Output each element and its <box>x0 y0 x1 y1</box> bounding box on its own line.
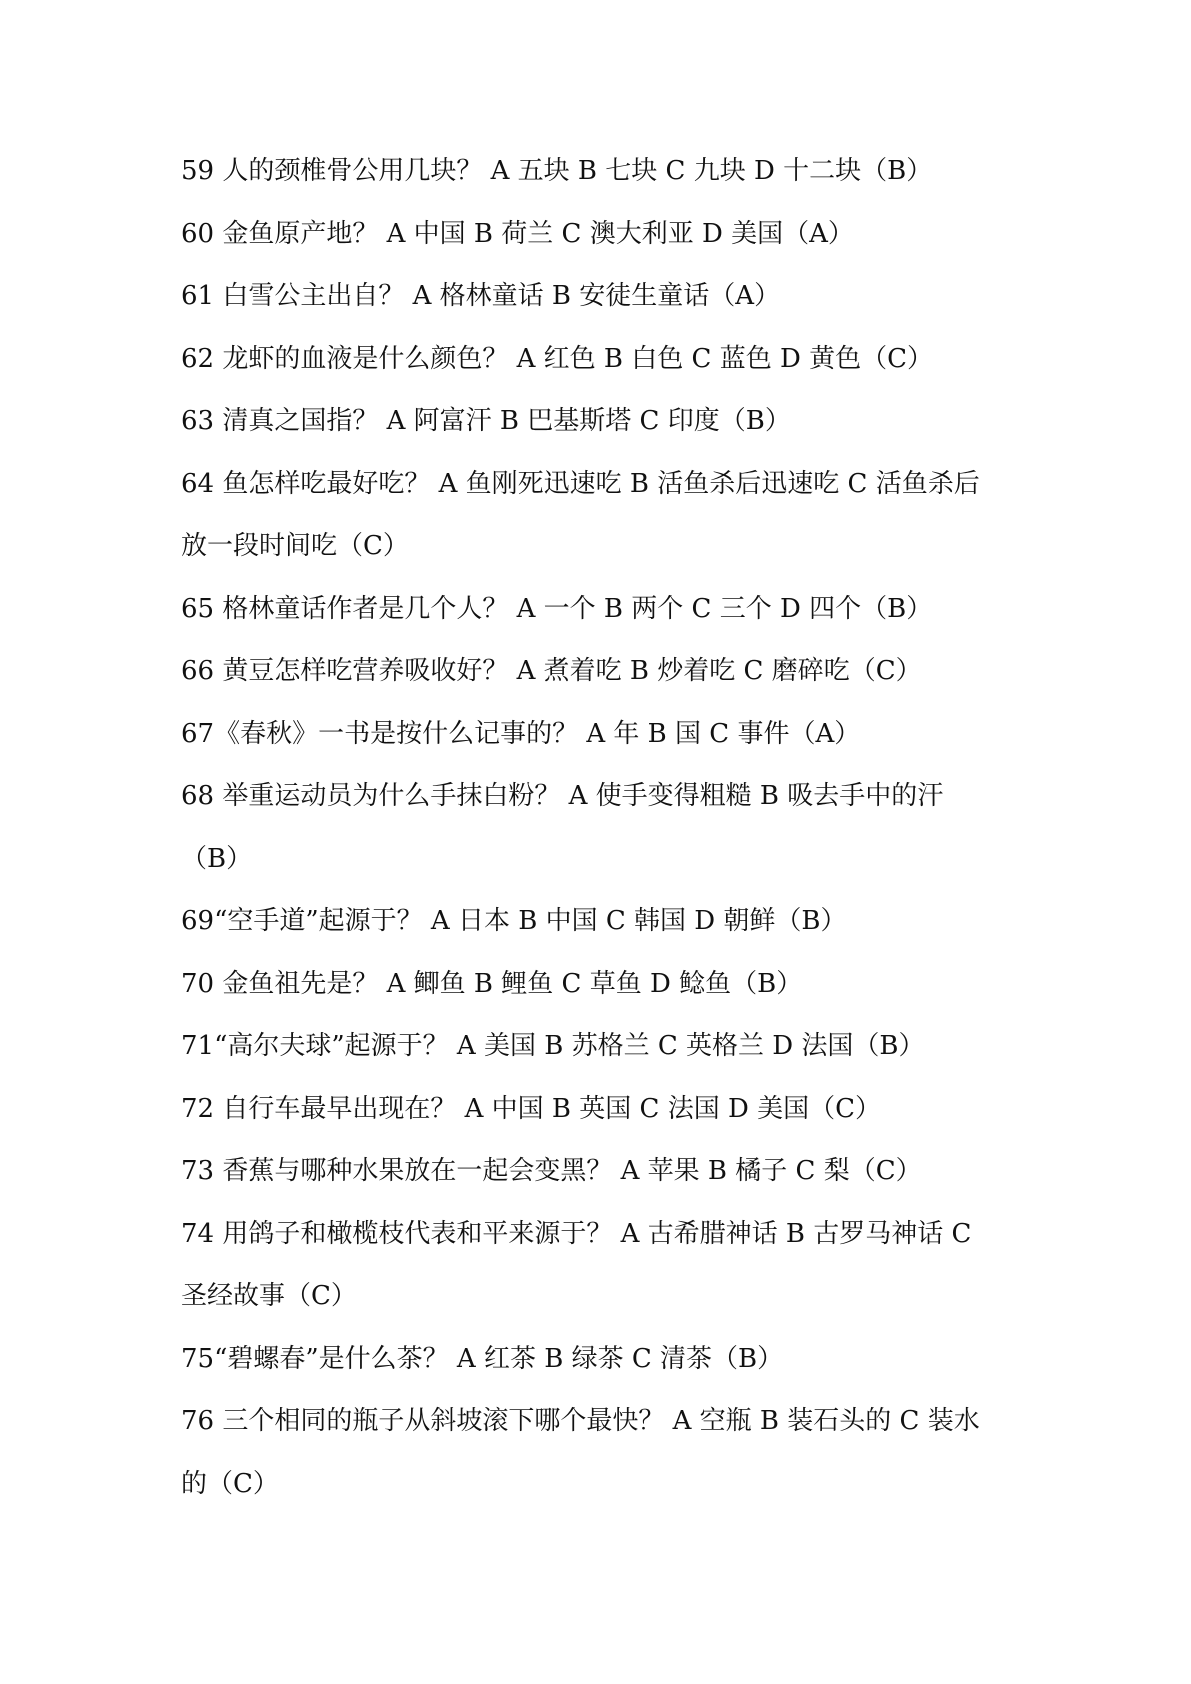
question-68-line: 68 举重运动员为什么手抹白粉？ A 使手变得粗糙 B 吸去手中的汗 <box>181 781 944 811</box>
question-71-line: 71“高尔夫球”起源于？ A 美国 B 苏格兰 C 英格兰 D 法国（B） <box>181 1031 925 1061</box>
question-67-line: 67《春秋》一书是按什么记事的？ A 年 B 国 C 事件（A） <box>181 718 861 749</box>
question-75-line: 75“碧螺春”是什么茶？ A 红茶 B 绿茶 C 清茶（B） <box>181 1343 784 1374</box>
question-69-line: 69“空手道”起源于？ A 日本 B 中国 C 韩国 D 朝鲜（B） <box>181 906 847 936</box>
question-74-continuation: 圣经故事（C） <box>181 1281 357 1311</box>
question-68-continuation: （B） <box>181 843 253 874</box>
question-74-line: 74 用鸽子和橄榄枝代表和平来源于？ A 古希腊神话 B 古罗马神话 C <box>181 1218 972 1249</box>
question-63-line: 63 清真之国指？ A 阿富汗 B 巴基斯塔 C 印度（B） <box>181 406 791 436</box>
question-76-continuation: 的（C） <box>181 1468 279 1499</box>
question-66-line: 66 黄豆怎样吃营养吸收好？ A 煮着吃 B 炒着吃 C 磨碎吃（C） <box>181 656 922 686</box>
quiz-question-list <box>181 140 1021 1515</box>
question-72-line: 72 自行车最早出现在？ A 中国 B 英国 C 法国 D 美国（C） <box>181 1093 881 1124</box>
question-76-line: 76 三个相同的瓶子从斜坡滚下哪个最快？ A 空瓶 B 装石头的 C 装水 <box>181 1406 980 1436</box>
question-64-continuation: 放一段时间吃（C） <box>181 531 409 561</box>
question-70-line: 70 金鱼祖先是？ A 鲫鱼 B 鲤鱼 C 草鱼 D 鲶鱼（B） <box>181 968 803 999</box>
question-64-line: 64 鱼怎样吃最好吃？ A 鱼刚死迅速吃 B 活鱼杀后迅速吃 C 活鱼杀后 <box>181 468 980 499</box>
question-61-line: 61 白雪公主出自？ A 格林童话 B 安徒生童话（A） <box>181 281 781 311</box>
question-73-line: 73 香蕉与哪种水果放在一起会变黑？ A 苹果 B 橘子 C 梨（C） <box>181 1156 922 1186</box>
question-60-line: 60 金鱼原产地？ A 中国 B 荷兰 C 澳大利亚 D 美国（A） <box>181 218 854 249</box>
question-62-line: 62 龙虾的血液是什么颜色？ A 红色 B 白色 C 蓝色 D 黄色（C） <box>181 343 933 374</box>
question-59-line: 59 人的颈椎骨公用几块？ A 五块 B 七块 C 九块 D 十二块（B） <box>181 156 933 186</box>
question-65-line: 65 格林童话作者是几个人？ A 一个 B 两个 C 三个 D 四个（B） <box>181 593 933 624</box>
